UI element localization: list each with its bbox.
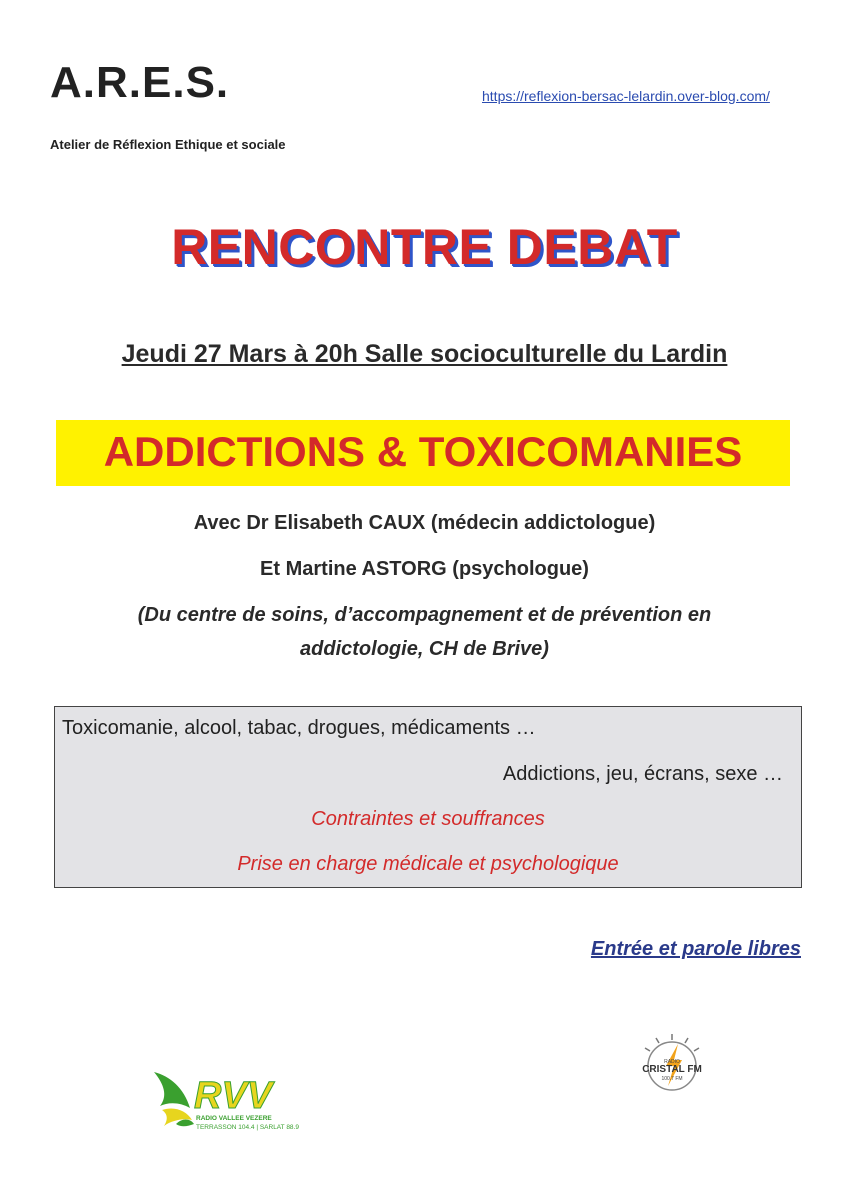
cristal-fm-logo-graphic: [636, 1030, 708, 1102]
entry-note: Entrée et parole libres: [590, 938, 801, 960]
rvv-radio-logo: [150, 1062, 310, 1142]
event-topic: ADDICTIONS & TOXICOMANIES: [103, 428, 743, 475]
rvv-tagline: RADIO VALLEE VEZERE: [196, 1115, 272, 1122]
org-name: A.R.E.S.: [50, 58, 230, 107]
event-date-place: Jeudi 27 Mars à 20h Salle socioculturelle du Lardin: [121, 340, 728, 368]
cristal-wordmark: CRISTAL FM: [642, 1064, 702, 1075]
affiliation-line-2: addictologie, CH de Brive): [300, 638, 549, 660]
blog-link[interactable]: https://reflexion-bersac-lelardin.over-blog.com/: [482, 88, 770, 104]
speaker-affiliation: [90, 598, 759, 666]
rvv-logo-graphic: [150, 1062, 310, 1142]
themes-line-1: Toxicomanie, alcool, tabac, drogues, médicaments …: [62, 717, 536, 739]
themes-line-4: Prise en charge médicale et psychologique: [237, 853, 619, 875]
rvv-wordmark: RVV: [194, 1075, 273, 1117]
themes-line-3: Contraintes et souffrances: [311, 808, 545, 830]
affiliation-line-1: (Du centre de soins, d’accompagnement et de prévention en: [137, 604, 712, 626]
themes-line-2: Addictions, jeu, écrans, sexe …: [502, 763, 783, 785]
cristal-radio-label: RADIO: [664, 1059, 680, 1065]
cristal-fm-logo: [636, 1030, 708, 1102]
org-subtitle: Atelier de Réflexion Ethique et sociale: [50, 137, 286, 152]
speaker-2: Et Martine ASTORG (psychologue): [260, 558, 589, 580]
event-title: RENCONTRE DEBAT: [171, 219, 678, 275]
speaker-1: Avec Dr Elisabeth CAUX (médecin addictologue): [193, 512, 656, 534]
cristal-frequency: 100.7 FM: [661, 1076, 683, 1082]
rvv-frequencies: TERRASSON 104.4 | SARLAT 88.9: [196, 1124, 299, 1131]
